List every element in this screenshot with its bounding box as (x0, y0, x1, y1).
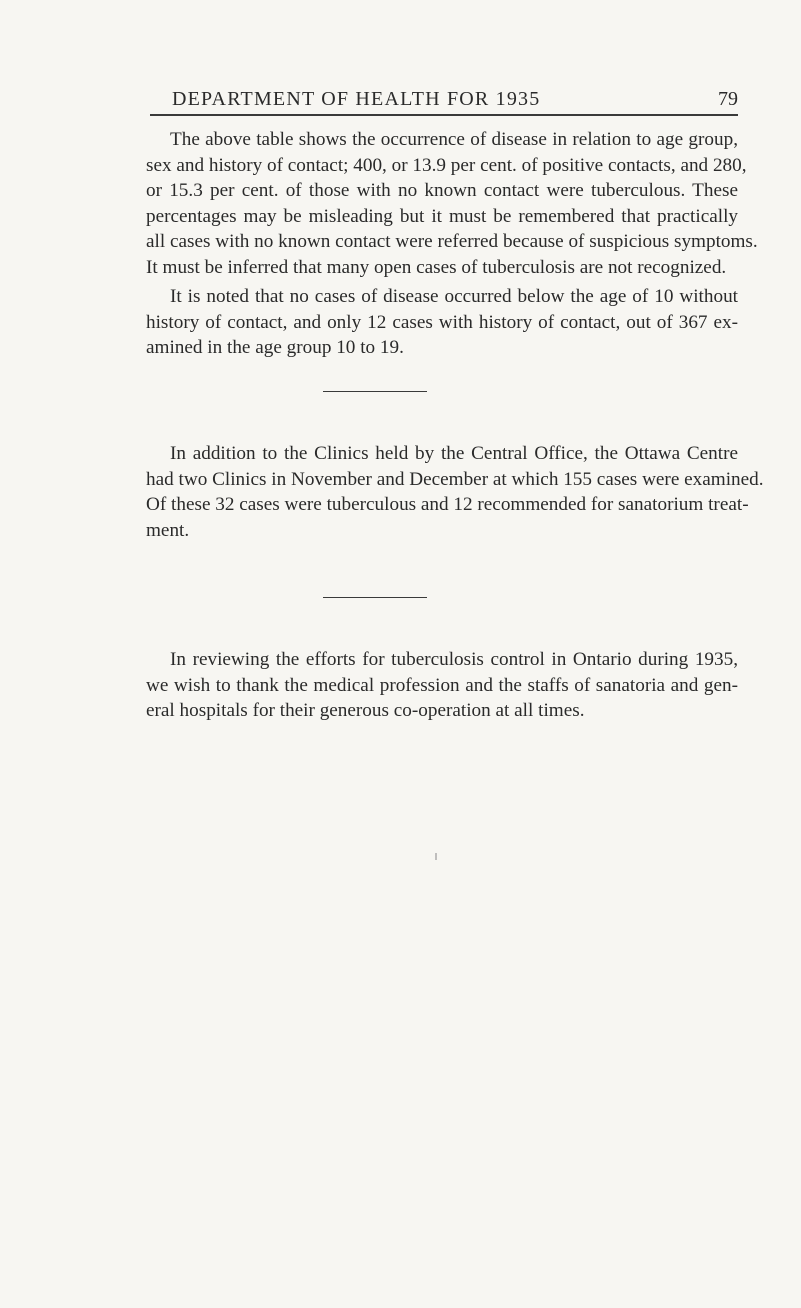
paragraph-acknowledgement (146, 647, 738, 724)
paragraph-line: sex and history of contact; 400, or 13.9 per cent. of positive contacts, and 280, (146, 154, 747, 176)
paragraph-line: ment. (146, 519, 190, 541)
paragraph-line: It must be inferred that many open cases of tuberculosis are not recognized. (146, 256, 727, 278)
paragraph-line: It is noted that no cases of disease occurred below the age of 10 without (170, 286, 738, 307)
paragraph-no-cases-below-10 (146, 284, 738, 361)
page-number: 79 (718, 88, 738, 110)
paragraph-line: In addition to the Clinics held by the Central Office, the Ottawa Centre (170, 443, 738, 464)
paragraph-line: In reviewing the efforts for tuberculosis control in Ontario during 1935, (170, 649, 738, 670)
paragraph-line: had two Clinics in November and December at which 155 cases were examined. (146, 468, 764, 490)
paragraph-line: all cases with no known contact were referred because of suspicious symptoms. (146, 231, 758, 252)
header-title: DEPARTMENT OF HEALTH FOR 1935 (172, 88, 541, 110)
paragraph-line: eral hospitals for their generous co-operation at all times. (146, 700, 585, 721)
scan-speck (435, 853, 437, 860)
running-header (150, 88, 738, 116)
paragraph-line: The above table shows the occurrence of disease in relation to age group, (170, 129, 738, 150)
section-divider (323, 391, 427, 392)
paragraph-line: we wish to thank the medical profession and the staffs of sanatoria and gen- (146, 674, 738, 696)
paragraph-age-group-analysis (146, 127, 758, 280)
paragraph-line: percentages may be misleading but it must be remembered that practically (146, 205, 738, 227)
section-divider (323, 597, 427, 598)
paragraph-ottawa-clinics (146, 441, 764, 543)
paragraph-line: history of contact, and only 12 cases with history of contact, out of 367 ex- (146, 311, 738, 333)
paragraph-line: or 15.3 per cent. of those with no known contact were tuberculous. These (146, 180, 738, 201)
paragraph-line: amined in the age group 10 to 19. (146, 337, 404, 358)
paragraph-line: Of these 32 cases were tuberculous and 12 recommended for sanatorium treat- (146, 494, 749, 515)
